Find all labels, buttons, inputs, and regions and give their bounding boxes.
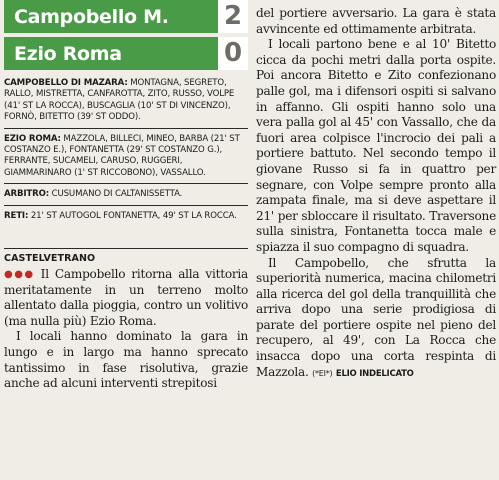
article-left-body	[4, 267, 248, 392]
article-paragraph-3: I locali partono bene e al 10' Bitetto cicca da pochi metri dalla porta ospite. Poi ancora Bitetto e Zito confezionano palle gol, ma i difensori ospiti si salvano in affanno. Gli ospiti hanno solo una vera palla gol al 45' con Vassallo, che da fuori area colpisce l'incrocio dei pali a portiere battuto. Nel secondo tempo il giovane Russo si fa in quattro per segnare, con Volpe sempre pronto alla zampata finale, ma si deve aspettare il 21' per sbloccare il risultato. Traversone sulla sinistra, Fontanetta tocca male e spiazza il suo compagno di squadra.	[256, 37, 496, 254]
home-lineup-players: MONTAGNA, SEGRETO, RALLO, MISTRETTA, CANFAROTTA, ZITO, RUSSO, VOLPE (41' ST LA ROCCA), BUSCAGLIA (10' ST DI VINCENZO), FORNÒ, BITETTO (39' ST ODDO).	[4, 78, 235, 123]
away-lineup-label: EZIO ROMA:	[4, 133, 61, 144]
home-team-row	[4, 0, 248, 33]
home-team-name: Campobello M.	[14, 5, 169, 28]
article-right-body	[256, 6, 496, 382]
away-team-name: Ezio Roma	[14, 42, 122, 65]
away-lineup-players: MAZZOLA, BILLECI, MINEO, BARBA (21' ST COSTANZO E.), FONTANETTA (29' ST COSTANZO G.), FERRANTE, SUCAMELI, CARUSO, RUGGERI, GIAMMARINARO (1' ST RICCOBONO), VASSALLO.	[4, 133, 240, 178]
goals-info	[4, 206, 248, 226]
article-paragraph-2: I locali hanno dominato la gara in lungo e in largo ma hanno sprecato tantissimo in fase risolutiva, grazie anche ad alcuni interventi strepitosi	[4, 329, 248, 391]
home-lineup	[4, 74, 248, 129]
referee-info	[4, 184, 248, 205]
bullet-dots-icon: ●●●	[4, 269, 35, 281]
away-team-goals: 0	[218, 37, 248, 70]
home-team-goals: 2	[218, 0, 248, 33]
home-lineup-label: CAMPOBELLO DI MAZARA:	[4, 78, 128, 88]
signature-mark: (*EI*)	[312, 368, 333, 378]
article-paragraph-4	[256, 256, 496, 383]
goals-list: 21' ST AUTOGOL FONTANETTA, 49' ST LA ROCCA.	[30, 210, 237, 221]
away-team-row	[4, 37, 248, 70]
article-paragraph-4-text: Il Campobello, che sfrutta la superiorità numerica, macina chilometri alla ricerca del gol della tranquillità che arriva dopo una serie prodigiosa di parate del portiere ospite nel pieno del recupero, al 49', con La Rocca che insacca dopo una corta respinta di Mazzola.	[256, 255, 496, 379]
article-lead-paragraph	[4, 267, 248, 329]
right-column	[256, 0, 496, 382]
match-info	[4, 74, 248, 226]
author-signature: ELIO INDELICATO	[335, 368, 414, 379]
goals-label: RETI:	[4, 210, 29, 221]
dateline: CASTELVETRANO	[4, 248, 248, 264]
article-lead-text: Il Campobello ritorna alla vittoria meritatamente in un terreno molto allentato dalla pioggia, contro un volitivo (ma nulla più) Ezio Roma.	[4, 267, 248, 328]
referee-name: CUSUMANO DI CALTANISSETTA.	[51, 189, 183, 200]
article-paragraph-2-continued: del portiere avversario. La gara è stata avvincente ed ottimamente arbitrata.	[256, 6, 496, 36]
referee-label: ARBITRO:	[4, 189, 50, 200]
scoreboard	[4, 0, 248, 70]
away-lineup	[4, 129, 248, 185]
left-column	[4, 0, 248, 392]
